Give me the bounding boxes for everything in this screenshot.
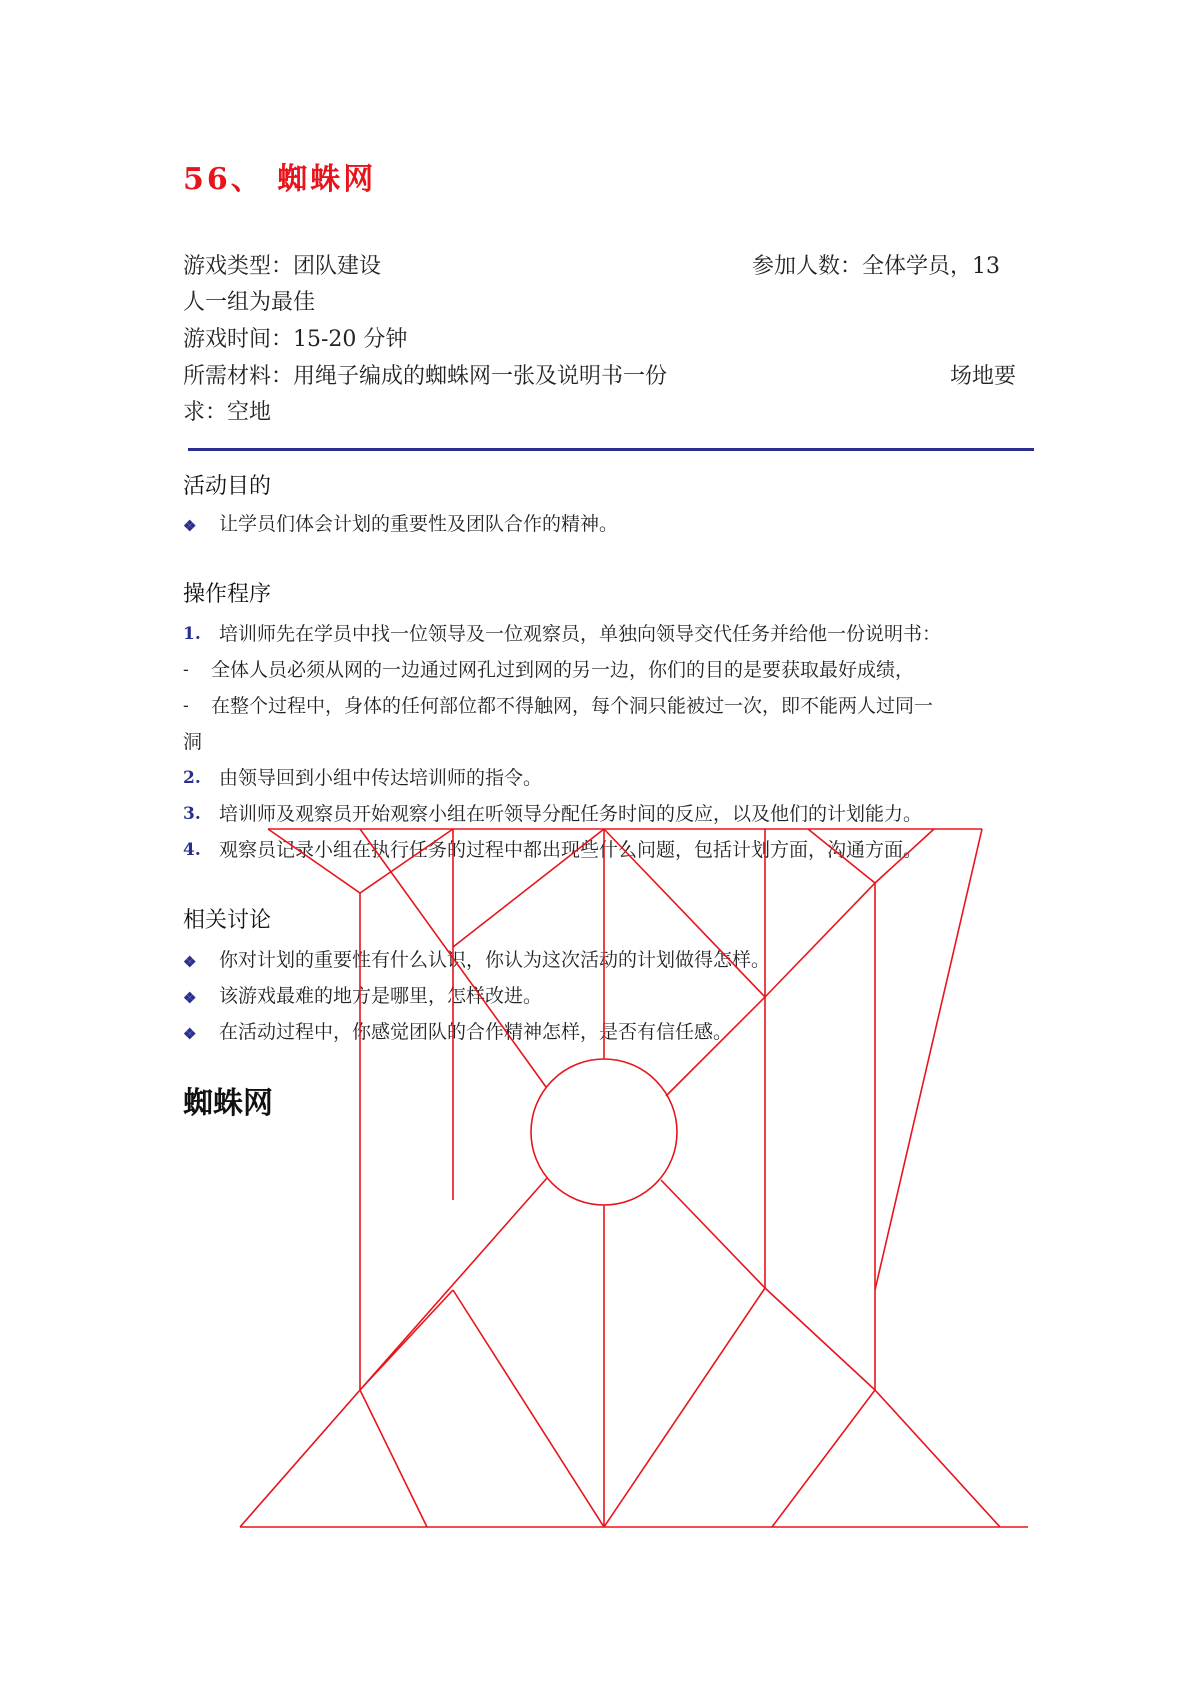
procedure-heading: 操作程序 bbox=[183, 582, 272, 607]
procedure-step-2: 2. 由领导回到小组中传达培训师的指令。 bbox=[183, 767, 543, 789]
objective-item: ❖ 让学员们体会计划的重要性及团队合作的精神。 bbox=[183, 510, 1043, 538]
procedure-step-3: 3. 培训师及观察员开始观察小组在听领导分配任务时间的反应，以及他们的计划能力。 bbox=[183, 803, 923, 825]
game-time: 游戏时间：15-20 分钟 bbox=[183, 327, 408, 352]
section-divider bbox=[188, 448, 1034, 451]
procedure-step-4: 4. 观察员记录小组在执行任务的过程中都出现些什么问题，包括计划方面，沟通方面。 bbox=[183, 839, 923, 861]
web-thread bbox=[453, 1290, 604, 1527]
discussion-item-3: ❖ 在活动过程中，你感觉团队的合作精神怎样，是否有信任感。 bbox=[183, 1018, 1043, 1046]
discussion-item-1: ❖ 你对计划的重要性有什么认识，你认为这次活动的计划做得怎样。 bbox=[183, 946, 1043, 974]
procedure-rule-2-cont: 洞 bbox=[183, 731, 203, 753]
web-thread bbox=[765, 883, 875, 997]
diamond-bullet-icon: ❖ bbox=[183, 1025, 197, 1043]
web-thread bbox=[604, 1288, 765, 1527]
materials: 所需材料：用绳子编成的蜘蛛网一张及说明书一份 bbox=[183, 364, 668, 389]
web-thread bbox=[240, 1390, 360, 1527]
web-thread bbox=[360, 1390, 427, 1527]
participants-line1: 参加人数：全体学员，13 bbox=[752, 254, 1000, 279]
web-thread bbox=[875, 829, 982, 1290]
diamond-bullet-icon: ❖ bbox=[183, 517, 197, 535]
procedure-step-1: 1. 培训师先在学员中找一位领导及一位观察员，单独向领导交代任务并给他一份说明书： bbox=[183, 623, 942, 645]
web-thread bbox=[875, 1390, 1000, 1527]
web-thread bbox=[360, 1178, 547, 1390]
venue-line1: 场地要 bbox=[950, 364, 1017, 389]
objective-heading: 活动目的 bbox=[183, 474, 272, 499]
web-thread bbox=[765, 1288, 875, 1390]
venue-line2: 求：空地 bbox=[183, 400, 272, 425]
page-title: 56、 蜘蛛网 bbox=[183, 162, 377, 197]
diamond-bullet-icon: ❖ bbox=[183, 953, 197, 971]
web-center-hole bbox=[531, 1059, 677, 1205]
web-thread bbox=[666, 997, 765, 1096]
web-thread bbox=[772, 1390, 875, 1527]
discussion-heading: 相关讨论 bbox=[183, 908, 272, 933]
participants-line2: 人一组为最佳 bbox=[183, 290, 316, 315]
web-thread bbox=[360, 1290, 453, 1390]
game-type: 游戏类型：团队建设 bbox=[183, 254, 382, 279]
procedure-rule-1: - 全体人员必须从网的一边通过网孔过到网的另一边，你们的目的是要获取最好成绩， bbox=[183, 659, 915, 681]
diamond-bullet-icon: ❖ bbox=[183, 989, 197, 1007]
web-title: 蜘蛛网 bbox=[183, 1086, 273, 1121]
procedure-rule-2: - 在整个过程中，身体的任何部位都不得触网，每个洞只能被过一次，即不能两人过同一 bbox=[183, 695, 934, 717]
web-thread bbox=[661, 1180, 765, 1288]
discussion-item-2: ❖ 该游戏最难的地方是哪里，怎样改进。 bbox=[183, 982, 1043, 1010]
